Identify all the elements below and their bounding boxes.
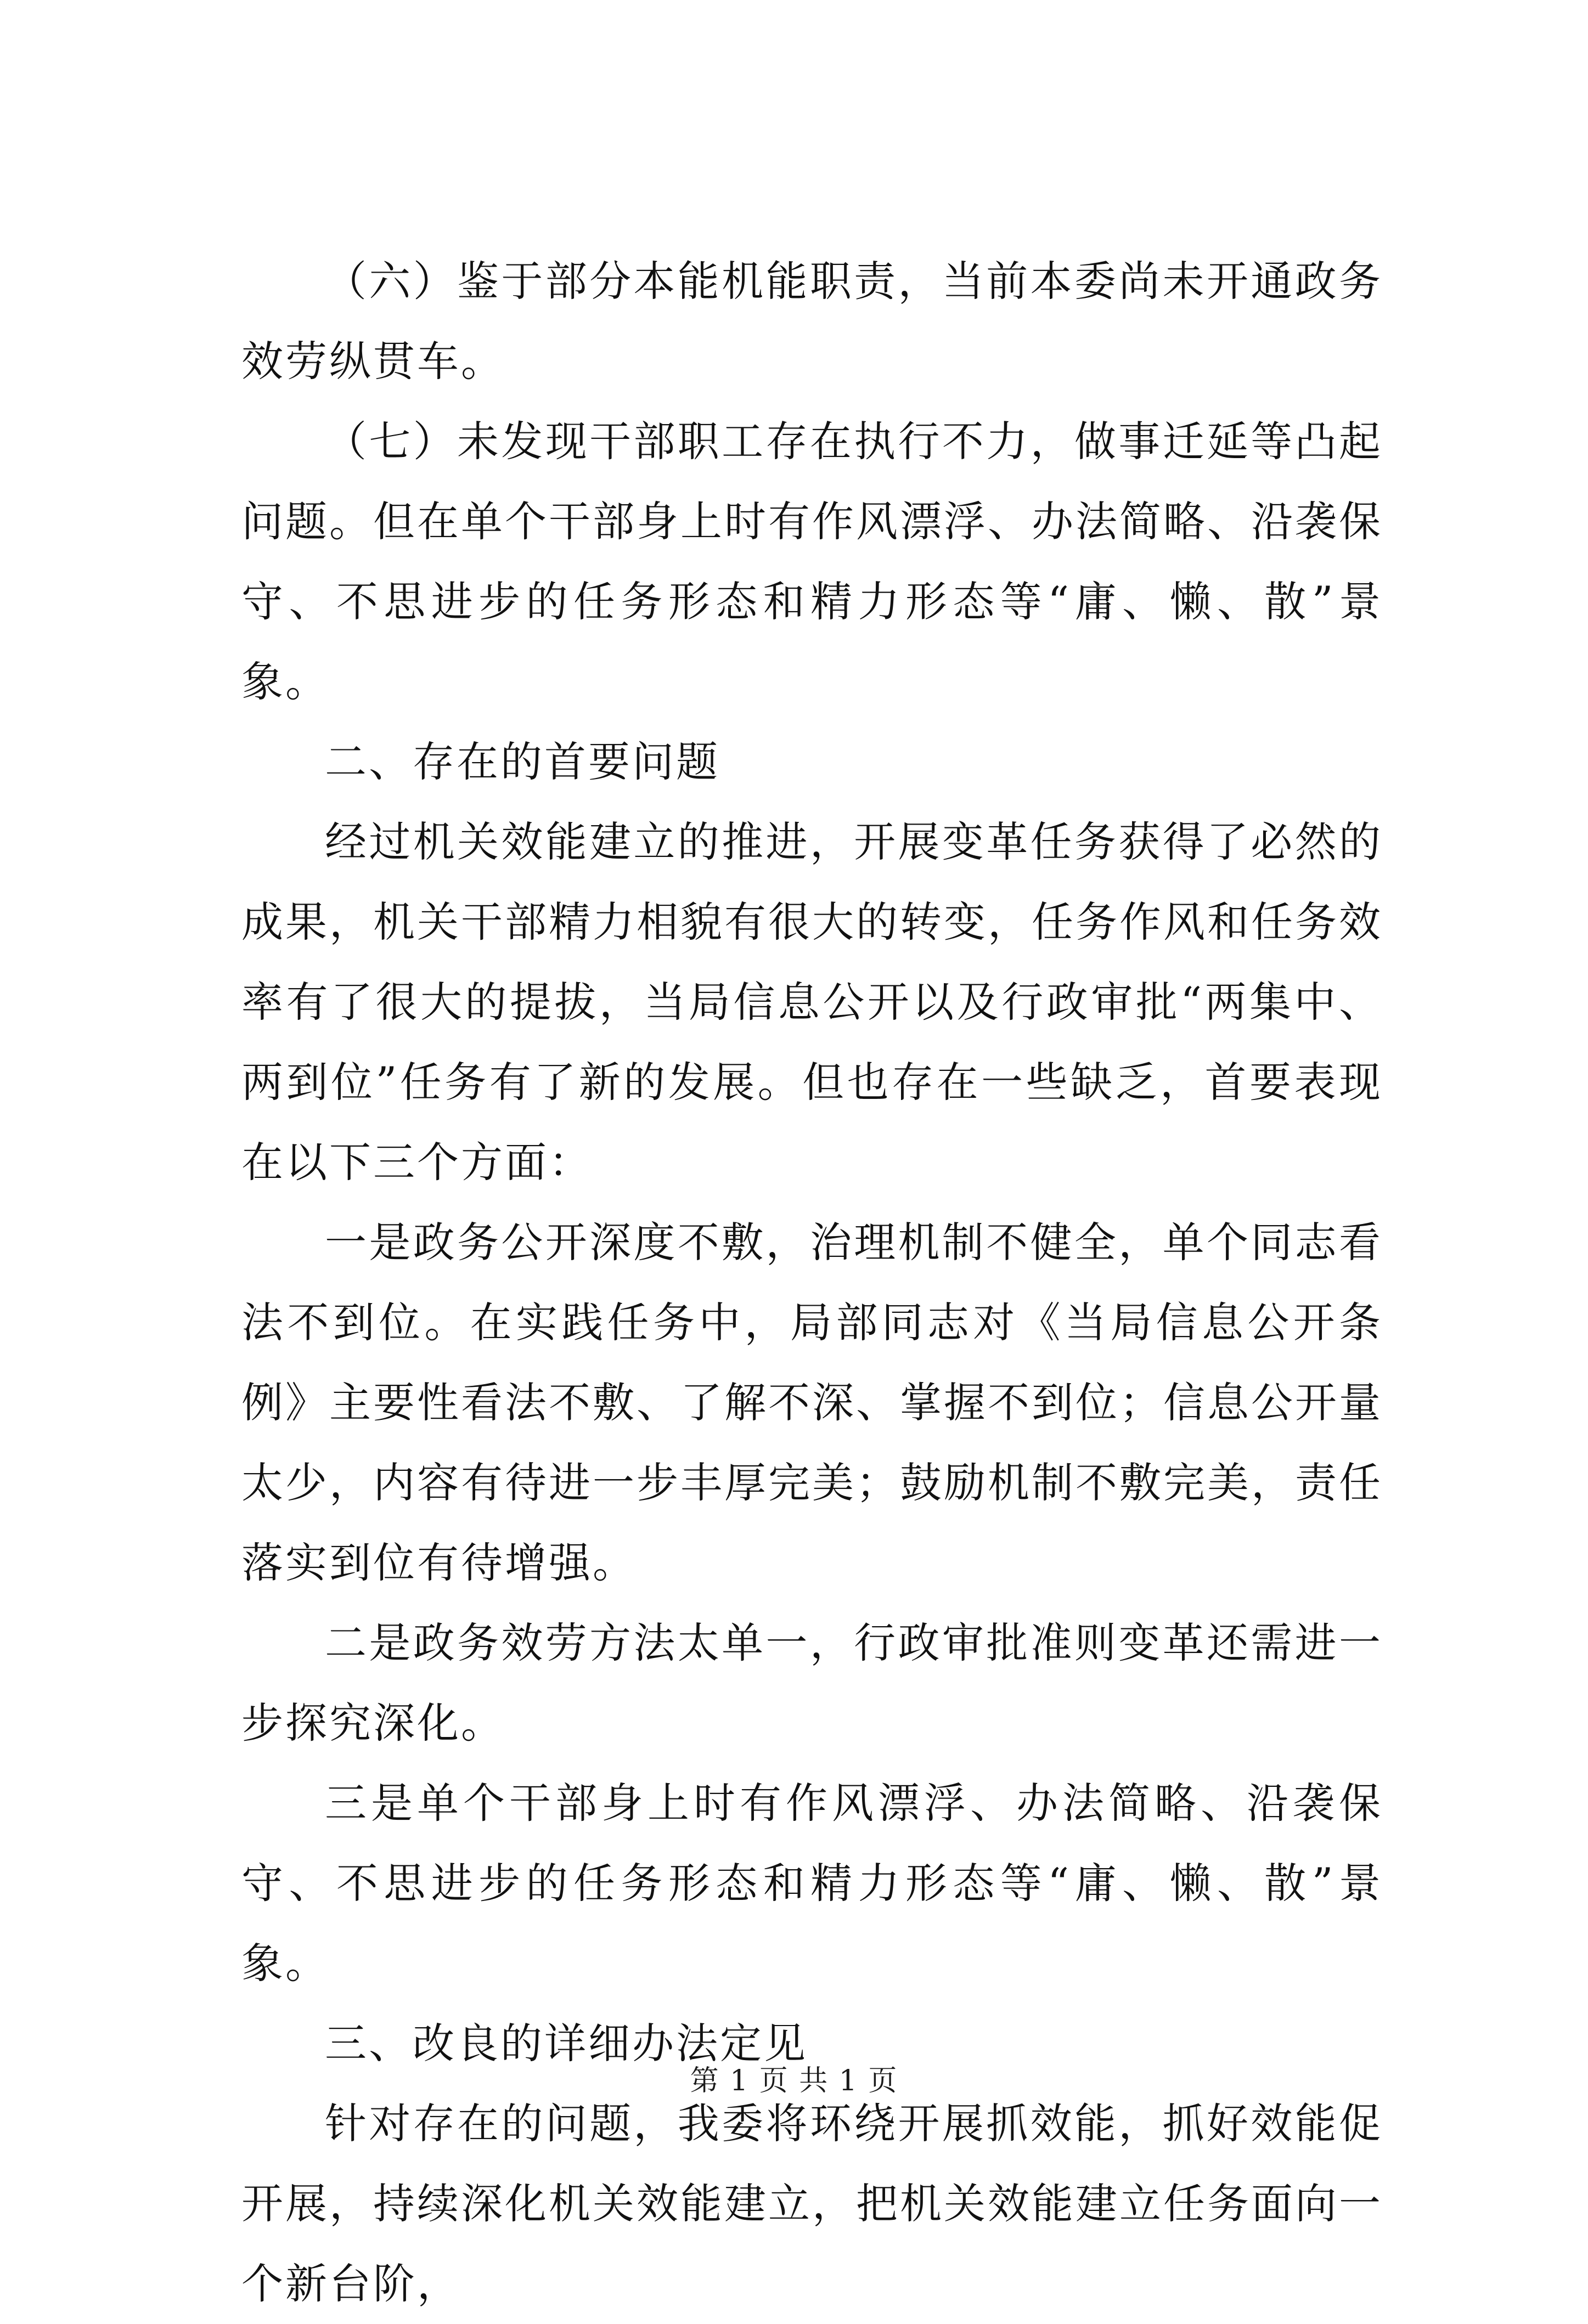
paragraph-seven: （七）未发现干部职工存在执行不力，做事迁延等凸起问题。但在单个干部身上时有作风漂浮、办法简略、沿袭保守、不思进步的任务形态和精力形态等“庸、懒、散”景象。 (241, 417, 1383, 706)
paragraph-progress-summary: 经过机关效能建立的推进，开展变革任务获得了必然的成果，机关干部精力相貌有很大的转变，任务作风和任务效率有了很大的提拔，当局信息公开以及行政审批“两集中、两到位”任务有了新的发展。但也存在一些缺乏，首要表现在以下三个方面： (241, 817, 1383, 1187)
document-body (241, 241, 1383, 2324)
section-heading-improvement-measures: 三、改良的详细办法定见 (325, 2019, 808, 2068)
paragraph-problem-two: 二是政务效劳方法太单一，行政审批准则变革还需进一步探究深化。 (241, 1618, 1383, 1747)
paragraph-problem-one: 一是政务公开深度不敷，治理机制不健全，单个同志看法不到位。在实践任务中，局部同志对《当局信息公开条例》主要性看法不敷、了解不深、掌握不到位；信息公开量太少，内容有待进一步丰厚完美；鼓励机制不敷完美，责任落实到位有待增强。 (241, 1218, 1383, 1587)
paragraph-six: （六）鉴于部分本能机能职责，当前本委尚未开通政务效劳纵贯车。 (241, 257, 1383, 386)
page-footer: 第 1 页 共 1 页 (690, 2064, 898, 2097)
paragraph-problem-three: 三是单个干部身上时有作风漂浮、办法简略、沿袭保守、不思进步的任务形态和精力形态等“庸、懒、散”景象。 (241, 1779, 1383, 1988)
section-heading-main-problems: 二、存在的首要问题 (325, 737, 720, 786)
paragraph-improvement-plan: 针对存在的问题，我委将环绕开展抓效能，抓好效能促开展，持续深化机关效能建立，把机关效能建立任务面向一个新台阶， (241, 2099, 1383, 2308)
